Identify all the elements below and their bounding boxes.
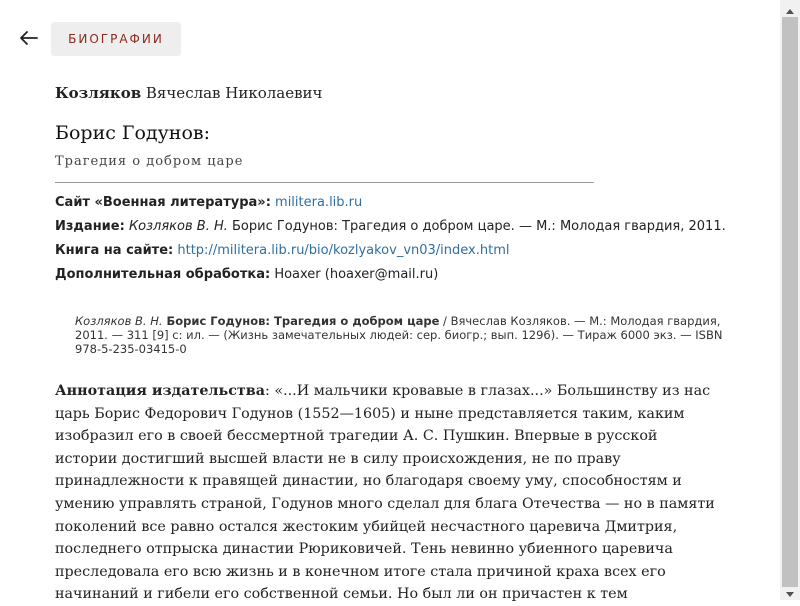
citation-author: Козляков В. Н. xyxy=(75,314,163,328)
citation-rest: / Вячеслав Козляков. — М.: Молодая гвардия, xyxy=(439,314,721,328)
meta-edition-label: Издание: xyxy=(55,219,125,234)
meta-site-label: Сайт «Военная литература»: xyxy=(55,195,271,210)
meta-site xyxy=(55,195,362,210)
annotation xyxy=(55,380,745,606)
meta-processing xyxy=(55,267,438,282)
scroll-down-button[interactable] xyxy=(780,583,800,600)
scroll-thumb[interactable] xyxy=(782,17,798,587)
annotation-text: : «...И мальчики кровавые в глазах...» Большинству из нас xyxy=(264,383,711,399)
annotation-line: преследовала его всю жизнь и в конечном итоге стала причиной краха всех его xyxy=(55,563,666,580)
scroll-up-button[interactable] xyxy=(780,0,800,17)
citation-line: 978-5-235-03415-0 xyxy=(75,342,187,356)
meta-processing-value: Hoaxer (hoaxer@mail.ru) xyxy=(270,267,439,282)
book-subtitle: Трагедия о добром царе xyxy=(55,154,244,169)
citation-title: Борис Годунов: Трагедия о добром царе xyxy=(162,314,440,328)
annotation-line: принадлежности к правящей династии, но благодаря своему уму, способностям и xyxy=(55,473,682,490)
citation-line xyxy=(75,314,735,328)
annotation-label: Аннотация издательства xyxy=(55,383,265,399)
annotation-line: истории достигший высшей власти не в силу происхождения, не по праву xyxy=(55,450,621,467)
divider xyxy=(55,182,594,183)
annotation-line: умению управлять страной, Годунов много сделал для блага Отечества — но в памяти xyxy=(55,495,715,512)
annotation-line: царь Борис Федорович Годунов (1552—1605) и ныне представляется таким, каким xyxy=(55,405,685,422)
triangle-down-icon xyxy=(786,582,794,601)
meta-edition xyxy=(55,219,726,234)
category-button[interactable] xyxy=(51,22,181,56)
author-given-names: Вячеслав Николаевич xyxy=(141,84,323,102)
annotation-line xyxy=(55,380,745,403)
annotation-line: начинаний и гибели его собственной семьи. Но был ли он причастен к тем xyxy=(55,586,628,603)
book-title: Борис Годунов: xyxy=(55,122,211,144)
annotation-line: изобразил его в своей бессмертной трагедии А. С. Пушкин. Впервые в русской xyxy=(55,428,658,445)
meta-book xyxy=(55,243,510,258)
meta-book-label: Книга на сайте: xyxy=(55,243,174,258)
scrollbar[interactable] xyxy=(780,0,800,600)
author-surname: Козляков xyxy=(55,84,142,102)
back-button[interactable] xyxy=(18,26,40,52)
book-link[interactable]: http://militera.lib.ru/bio/kozlyakov_vn03/index.html xyxy=(177,243,510,258)
citation xyxy=(75,314,735,356)
arrow-left-icon xyxy=(20,30,38,49)
meta-processing-label: Дополнительная обработка: xyxy=(55,267,271,282)
category-label: БИОГРАФИИ xyxy=(68,32,164,46)
meta-edition-author: Козляков В. Н. xyxy=(128,219,228,234)
meta-edition-text: Борис Годунов: Трагедия о добром царе. — М.: Молодая гвардия, 2011. xyxy=(227,219,726,234)
citation-line: 2011. — 311 [9] с: ил. — (Жизнь замечательных людей: сер. биогр.; вып. 1296). — Тираж 6000 экз. — ISBN xyxy=(75,328,723,342)
triangle-up-icon xyxy=(786,0,794,18)
annotation-line: последнего отпрыска династии Рюриковичей. Тень невинно убиенного царевича xyxy=(55,541,673,558)
site-link[interactable]: militera.lib.ru xyxy=(275,195,363,210)
author-name xyxy=(55,84,322,102)
annotation-line: поколений все равно остался жестоким убийцей несчастного царевича Дмитрия, xyxy=(55,518,678,535)
